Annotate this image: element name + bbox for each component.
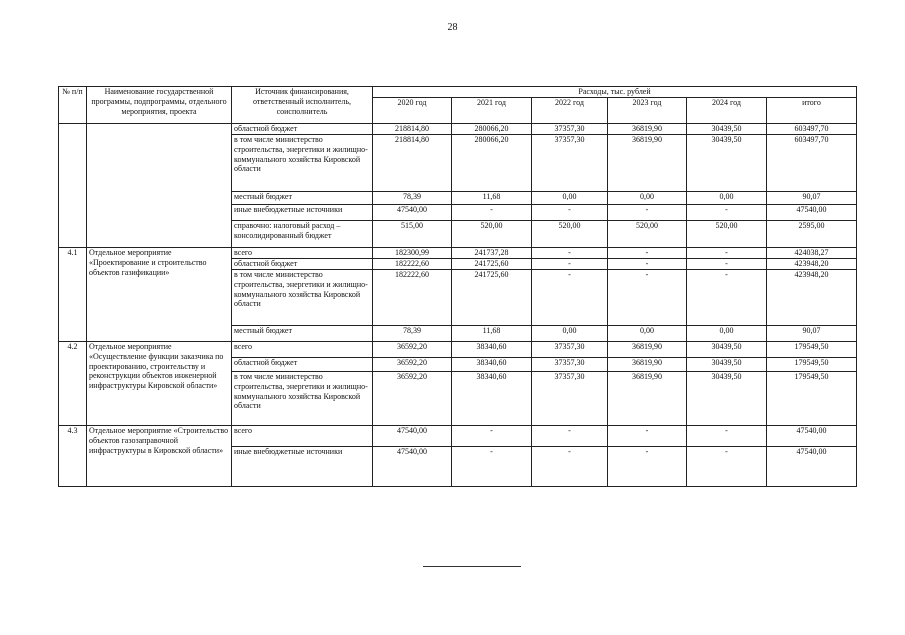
value-cell: - xyxy=(687,205,767,221)
header-year: 2021 год xyxy=(452,98,532,124)
value-cell: 30439,50 xyxy=(687,124,767,135)
value-cell: - xyxy=(452,205,532,221)
value-cell: 47540,00 xyxy=(767,426,857,447)
value-cell: - xyxy=(532,248,608,259)
value-cell: - xyxy=(608,270,687,326)
header-name: Наименование государственной программы, подпрограммы, отдельного мероприятия, проекта xyxy=(87,87,232,124)
value-cell: 182222,60 xyxy=(373,259,452,270)
value-cell: 30439,50 xyxy=(687,135,767,192)
value-cell: 423948,20 xyxy=(767,259,857,270)
table-row xyxy=(59,342,857,358)
value-cell: 241737,28 xyxy=(452,248,532,259)
value-cell: 179549,50 xyxy=(767,358,857,372)
value-cell: 2595,00 xyxy=(767,221,857,248)
source-cell: местный бюджет xyxy=(232,326,373,342)
value-cell: 0,00 xyxy=(608,326,687,342)
value-cell: 182300,99 xyxy=(373,248,452,259)
value-cell: - xyxy=(532,205,608,221)
value-cell: - xyxy=(608,259,687,270)
value-cell: 241725,60 xyxy=(452,259,532,270)
value-cell: 36592,20 xyxy=(373,358,452,372)
value-cell: 520,00 xyxy=(532,221,608,248)
source-cell: иные внебюджетные источники xyxy=(232,447,373,487)
source-cell: местный бюджет xyxy=(232,192,373,205)
value-cell: 36592,20 xyxy=(373,342,452,358)
value-cell: 78,39 xyxy=(373,326,452,342)
value-cell: 36819,90 xyxy=(608,124,687,135)
value-cell: 47540,00 xyxy=(767,205,857,221)
header-year: 2023 год xyxy=(608,98,687,124)
source-cell: областной бюджет xyxy=(232,259,373,270)
source-cell: в том числе министерство строительства, энергетики и жилищно-коммунального хозяйства Кировской области xyxy=(232,372,373,426)
value-cell: - xyxy=(687,447,767,487)
value-cell: 36819,90 xyxy=(608,372,687,426)
value-cell: 182222,60 xyxy=(373,270,452,326)
value-cell: 423948,20 xyxy=(767,270,857,326)
value-cell: 78,39 xyxy=(373,192,452,205)
value-cell: 36819,90 xyxy=(608,358,687,372)
value-cell: 37357,30 xyxy=(532,135,608,192)
row-number-cell xyxy=(59,124,87,248)
value-cell: 38340,60 xyxy=(452,358,532,372)
budget-table xyxy=(58,86,857,487)
value-cell: 179549,50 xyxy=(767,342,857,358)
value-cell: 280066,20 xyxy=(452,135,532,192)
value-cell: - xyxy=(532,270,608,326)
value-cell: 37357,30 xyxy=(532,358,608,372)
value-cell: - xyxy=(687,426,767,447)
source-cell: областной бюджет xyxy=(232,358,373,372)
row-name-cell xyxy=(87,124,232,248)
value-cell: - xyxy=(452,426,532,447)
source-cell: всего xyxy=(232,426,373,447)
value-cell: 37357,30 xyxy=(532,342,608,358)
header-year: 2020 год xyxy=(373,98,452,124)
value-cell: 0,00 xyxy=(687,192,767,205)
value-cell: 603497,70 xyxy=(767,135,857,192)
table-row xyxy=(59,248,857,259)
row-number-cell: 4.2 xyxy=(59,342,87,426)
value-cell: 47540,00 xyxy=(373,447,452,487)
value-cell: 520,00 xyxy=(452,221,532,248)
value-cell: - xyxy=(687,259,767,270)
value-cell: - xyxy=(687,248,767,259)
source-cell: в том числе министерство строительства, энергетики и жилищно-коммунального хозяйства Кировской области xyxy=(232,135,373,192)
value-cell: 30439,50 xyxy=(687,372,767,426)
value-cell: 515,00 xyxy=(373,221,452,248)
header-year: 2024 год xyxy=(687,98,767,124)
value-cell: 424038,27 xyxy=(767,248,857,259)
row-name-cell: Отдельное мероприятие «Строительство объектов газозаправочной инфраструктуры в Кировской области» xyxy=(87,426,232,487)
value-cell: 0,00 xyxy=(532,326,608,342)
header-year: 2022 год xyxy=(532,98,608,124)
value-cell: 37357,30 xyxy=(532,372,608,426)
value-cell: 241725,60 xyxy=(452,270,532,326)
source-cell: всего xyxy=(232,342,373,358)
row-number-cell: 4.1 xyxy=(59,248,87,342)
row-name-cell: Отдельное мероприятие «Осуществление функции заказчика по проектированию, строительству и реконструкции объектов инженерной инфраструктуры Кировской области» xyxy=(87,342,232,426)
value-cell: 47540,00 xyxy=(373,205,452,221)
value-cell: - xyxy=(452,447,532,487)
footer-divider xyxy=(423,566,521,567)
source-cell: в том числе министерство строительства, энергетики и жилищно-коммунального хозяйства Кировской области xyxy=(232,270,373,326)
value-cell: 37357,30 xyxy=(532,124,608,135)
value-cell: 218814,80 xyxy=(373,135,452,192)
value-cell: 520,00 xyxy=(687,221,767,248)
value-cell: - xyxy=(532,447,608,487)
header-no: № п/п xyxy=(59,87,87,124)
row-number-cell: 4.3 xyxy=(59,426,87,487)
header-total: итого xyxy=(767,98,857,124)
header-expenses: Расходы, тыс. рублей xyxy=(373,87,857,98)
row-name-cell: Отдельное мероприятие «Проектирование и строительство объектов газификации» xyxy=(87,248,232,342)
value-cell: 11,68 xyxy=(452,192,532,205)
value-cell: 30439,50 xyxy=(687,358,767,372)
value-cell: 90,07 xyxy=(767,192,857,205)
source-cell: иные внебюджетные источники xyxy=(232,205,373,221)
value-cell: - xyxy=(608,447,687,487)
value-cell: - xyxy=(608,426,687,447)
table-row xyxy=(59,426,857,447)
value-cell: 218814,80 xyxy=(373,124,452,135)
value-cell: 280066,20 xyxy=(452,124,532,135)
value-cell: 11,68 xyxy=(452,326,532,342)
value-cell: 603497,70 xyxy=(767,124,857,135)
value-cell: 0,00 xyxy=(687,326,767,342)
value-cell: 30439,50 xyxy=(687,342,767,358)
value-cell: 38340,60 xyxy=(452,342,532,358)
value-cell: 0,00 xyxy=(532,192,608,205)
value-cell: 36819,90 xyxy=(608,342,687,358)
table-row xyxy=(59,124,857,135)
value-cell: - xyxy=(687,270,767,326)
header-source: Источник финансирования, ответственный исполнитель, соисполнитель xyxy=(232,87,373,124)
value-cell: 179549,50 xyxy=(767,372,857,426)
source-cell: справочно: налоговый расход – консолидированный бюджет xyxy=(232,221,373,248)
value-cell: 47540,00 xyxy=(373,426,452,447)
page-number: 28 xyxy=(447,22,458,33)
value-cell: - xyxy=(608,248,687,259)
value-cell: 47540,00 xyxy=(767,447,857,487)
value-cell: 36592,20 xyxy=(373,372,452,426)
value-cell: 36819,90 xyxy=(608,135,687,192)
value-cell: 520,00 xyxy=(608,221,687,248)
value-cell: - xyxy=(532,426,608,447)
value-cell: 90,07 xyxy=(767,326,857,342)
source-cell: областной бюджет xyxy=(232,124,373,135)
source-cell: всего xyxy=(232,248,373,259)
value-cell: - xyxy=(608,205,687,221)
value-cell: 0,00 xyxy=(608,192,687,205)
value-cell: 38340,60 xyxy=(452,372,532,426)
value-cell: - xyxy=(532,259,608,270)
